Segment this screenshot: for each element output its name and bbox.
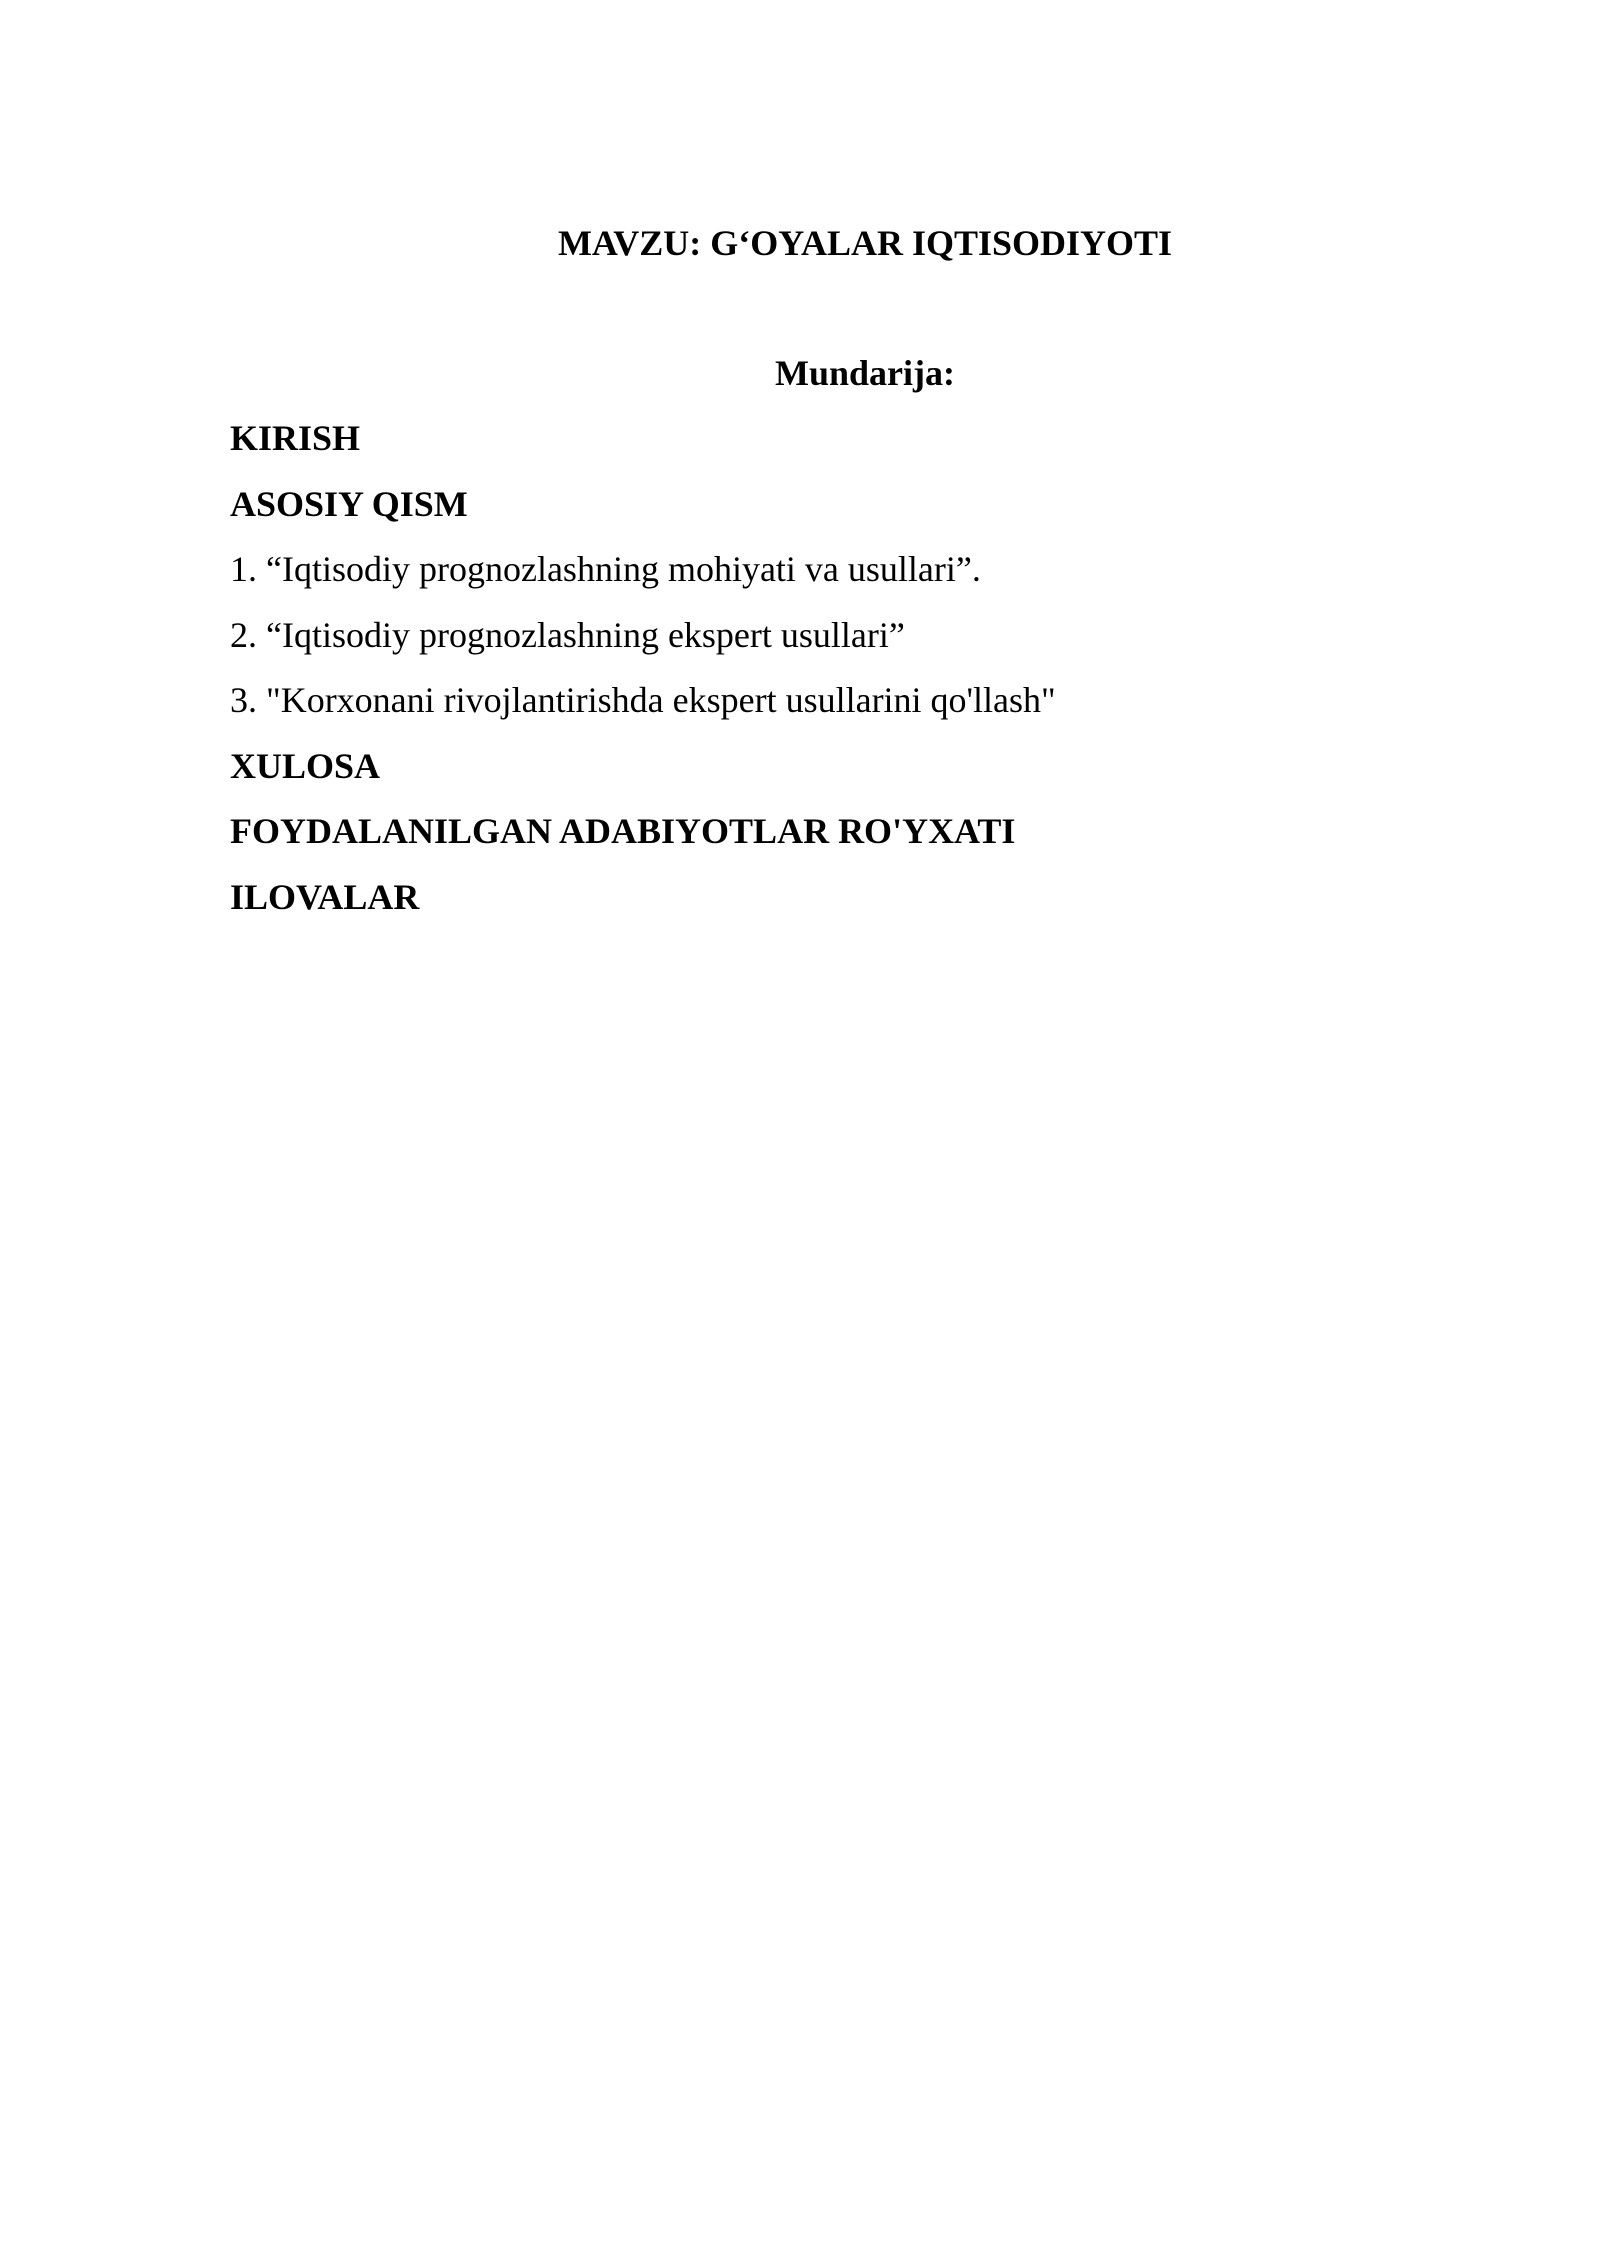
toc-heading: Mundarija: (775, 353, 955, 393)
toc-item-asosiy-qism: ASOSIY QISM (230, 483, 468, 524)
toc-item-section-1: 1. “Iqtisodiy prognozlashning mohiyati va usullari”. (230, 549, 981, 589)
document-title: MAVZU: G‘OYALAR IQTISODIYOTI (557, 223, 1173, 263)
toc-item-xulosa: XULOSA (230, 745, 381, 786)
toc-item-section-2: 2. “Iqtisodiy prognozlashning ekspert usullari” (230, 614, 905, 655)
table-of-contents (230, 413, 1430, 937)
toc-item-kirish: KIRISH (230, 418, 361, 458)
toc-item-ilovalar: ILOVALAR (230, 876, 420, 917)
toc-item-references: FOYDALANILGAN ADABIYOTLAR RO'YXATI (230, 811, 1016, 851)
toc-item-section-3: 3. "Korxonani rivojlantirishda ekspert usullarini qo'llash" (230, 680, 1056, 720)
